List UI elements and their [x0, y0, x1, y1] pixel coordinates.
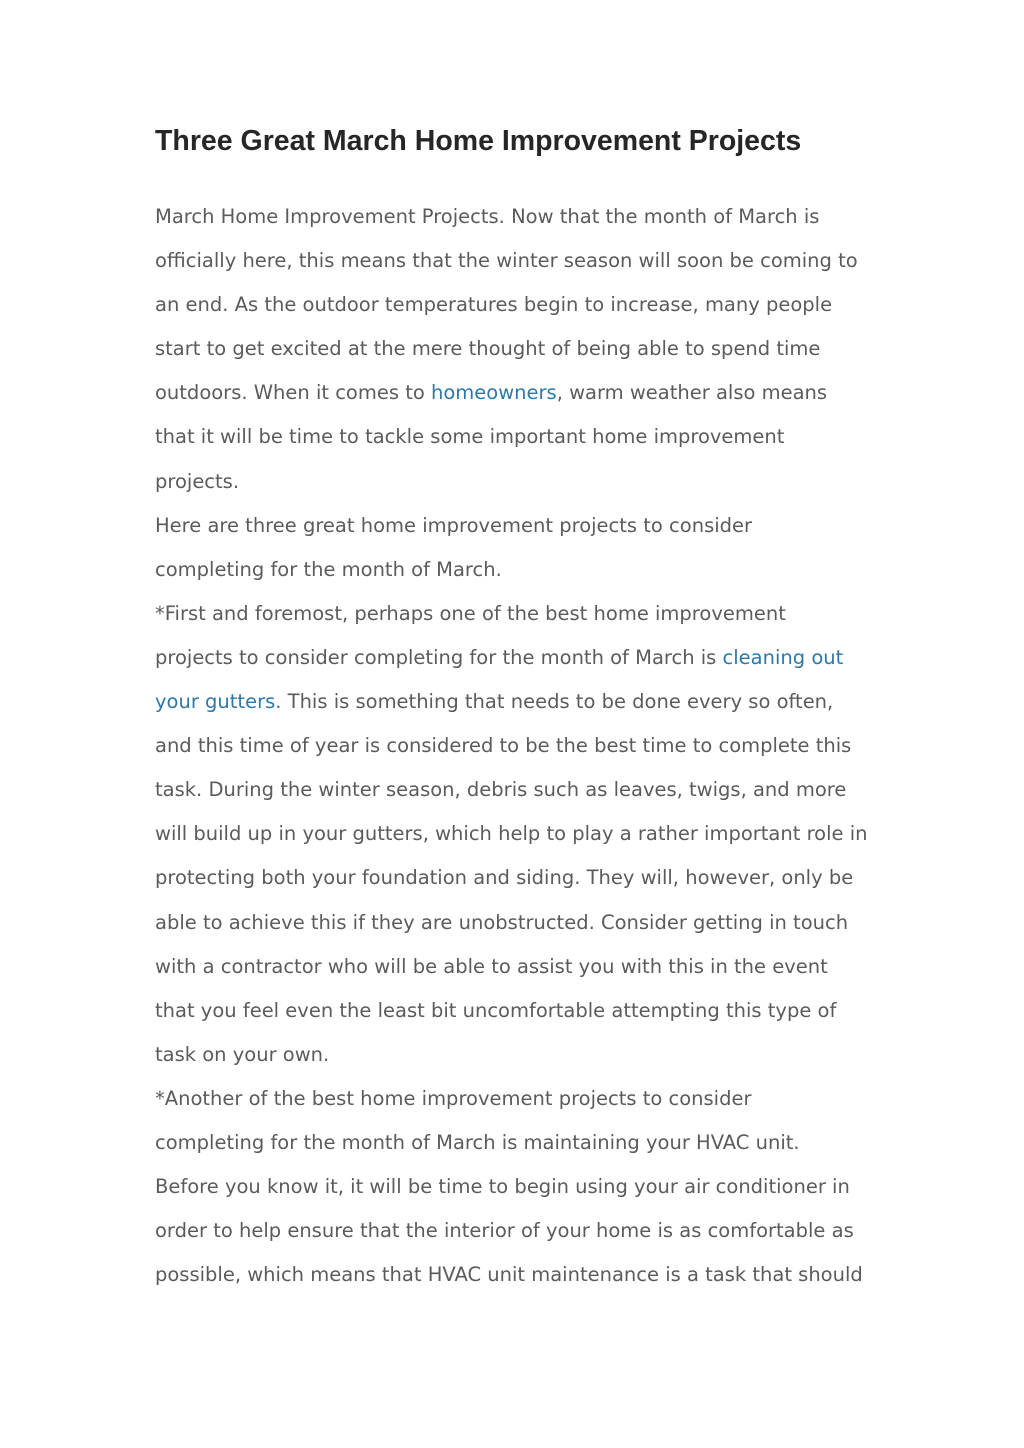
text-line: [155, 1121, 885, 1165]
text-line: [155, 812, 885, 856]
text-line: [155, 901, 885, 945]
text-line: [155, 415, 885, 459]
text-segment: projects to consider completing for the month of March is: [155, 645, 723, 669]
document-body: [155, 195, 885, 1297]
text-segment: an end. As the outdoor temperatures begin to increase, many people: [155, 293, 833, 317]
text-segment: possible, which means that HVAC unit maintenance is a task that should: [155, 1263, 863, 1287]
text-line: [155, 724, 885, 768]
text-segment: This is something that needs to be done every so often,: [281, 690, 834, 714]
text-segment: Here are three great home improvement projects to consider: [155, 513, 753, 537]
text-segment: protecting both your foundation and siding. They will, however, only be: [155, 866, 854, 890]
text-segment: and this time of year is considered to be the best time to complete this: [155, 734, 852, 758]
text-line: [155, 460, 885, 504]
text-line: [155, 945, 885, 989]
text-line: [155, 592, 885, 636]
text-line: [155, 1209, 885, 1253]
text-line: [155, 636, 885, 680]
inline-link[interactable]: your gutters.: [155, 690, 282, 714]
text-segment: that it will be time to tackle some important home improvement: [155, 425, 785, 449]
text-line: [155, 371, 885, 415]
inline-link[interactable]: homeowners: [430, 381, 557, 405]
text-line: [155, 1077, 885, 1121]
text-line: [155, 856, 885, 900]
text-line: [155, 1033, 885, 1077]
text-line: [155, 989, 885, 1033]
text-segment: will build up in your gutters, which help to play a rather important role in: [155, 822, 868, 846]
text-line: [155, 195, 885, 239]
text-segment: able to achieve this if they are unobstructed. Consider getting in touch: [155, 910, 849, 934]
text-segment: Before you know it, it will be time to begin using your air conditioner in: [155, 1175, 850, 1199]
text-line: [155, 768, 885, 812]
text-line: [155, 283, 885, 327]
text-segment: March Home Improvement Projects. Now that the month of March is: [155, 205, 820, 228]
text-line: [155, 548, 885, 592]
text-segment: officially here, this means that the winter season will soon be coming to: [155, 249, 858, 273]
inline-link[interactable]: cleaning out: [722, 645, 844, 669]
text-line: [155, 1165, 885, 1209]
text-segment: with a contractor who will be able to assist you with this in the event: [155, 954, 828, 978]
text-segment: task on your own.: [155, 1042, 330, 1066]
text-segment: , warm weather also means: [556, 381, 828, 405]
text-line: [155, 504, 885, 548]
text-segment: task. During the winter season, debris such as leaves, twigs, and more: [155, 778, 847, 802]
text-line: [155, 327, 885, 371]
text-segment: outdoors. When it comes to: [155, 381, 431, 405]
text-segment: completing for the month of March.: [155, 557, 502, 581]
text-segment: completing for the month of March is maintaining your HVAC unit.: [155, 1130, 800, 1154]
text-segment: start to get excited at the mere thought of being able to spend time: [155, 337, 821, 361]
text-line: [155, 239, 885, 283]
text-segment: projects.: [155, 469, 240, 493]
text-segment: that you feel even the least bit uncomfortable attempting this type of: [155, 998, 837, 1022]
text-line: [155, 680, 885, 724]
text-segment: order to help ensure that the interior of your home is as comfortable as: [155, 1219, 854, 1243]
text-line: [155, 1253, 885, 1297]
text-segment: *Another of the best home improvement projects to consider: [155, 1086, 752, 1110]
document-title: Three Great March Home Improvement Projects: [155, 125, 802, 157]
text-segment: *First and foremost, perhaps one of the best home improvement: [155, 601, 786, 625]
